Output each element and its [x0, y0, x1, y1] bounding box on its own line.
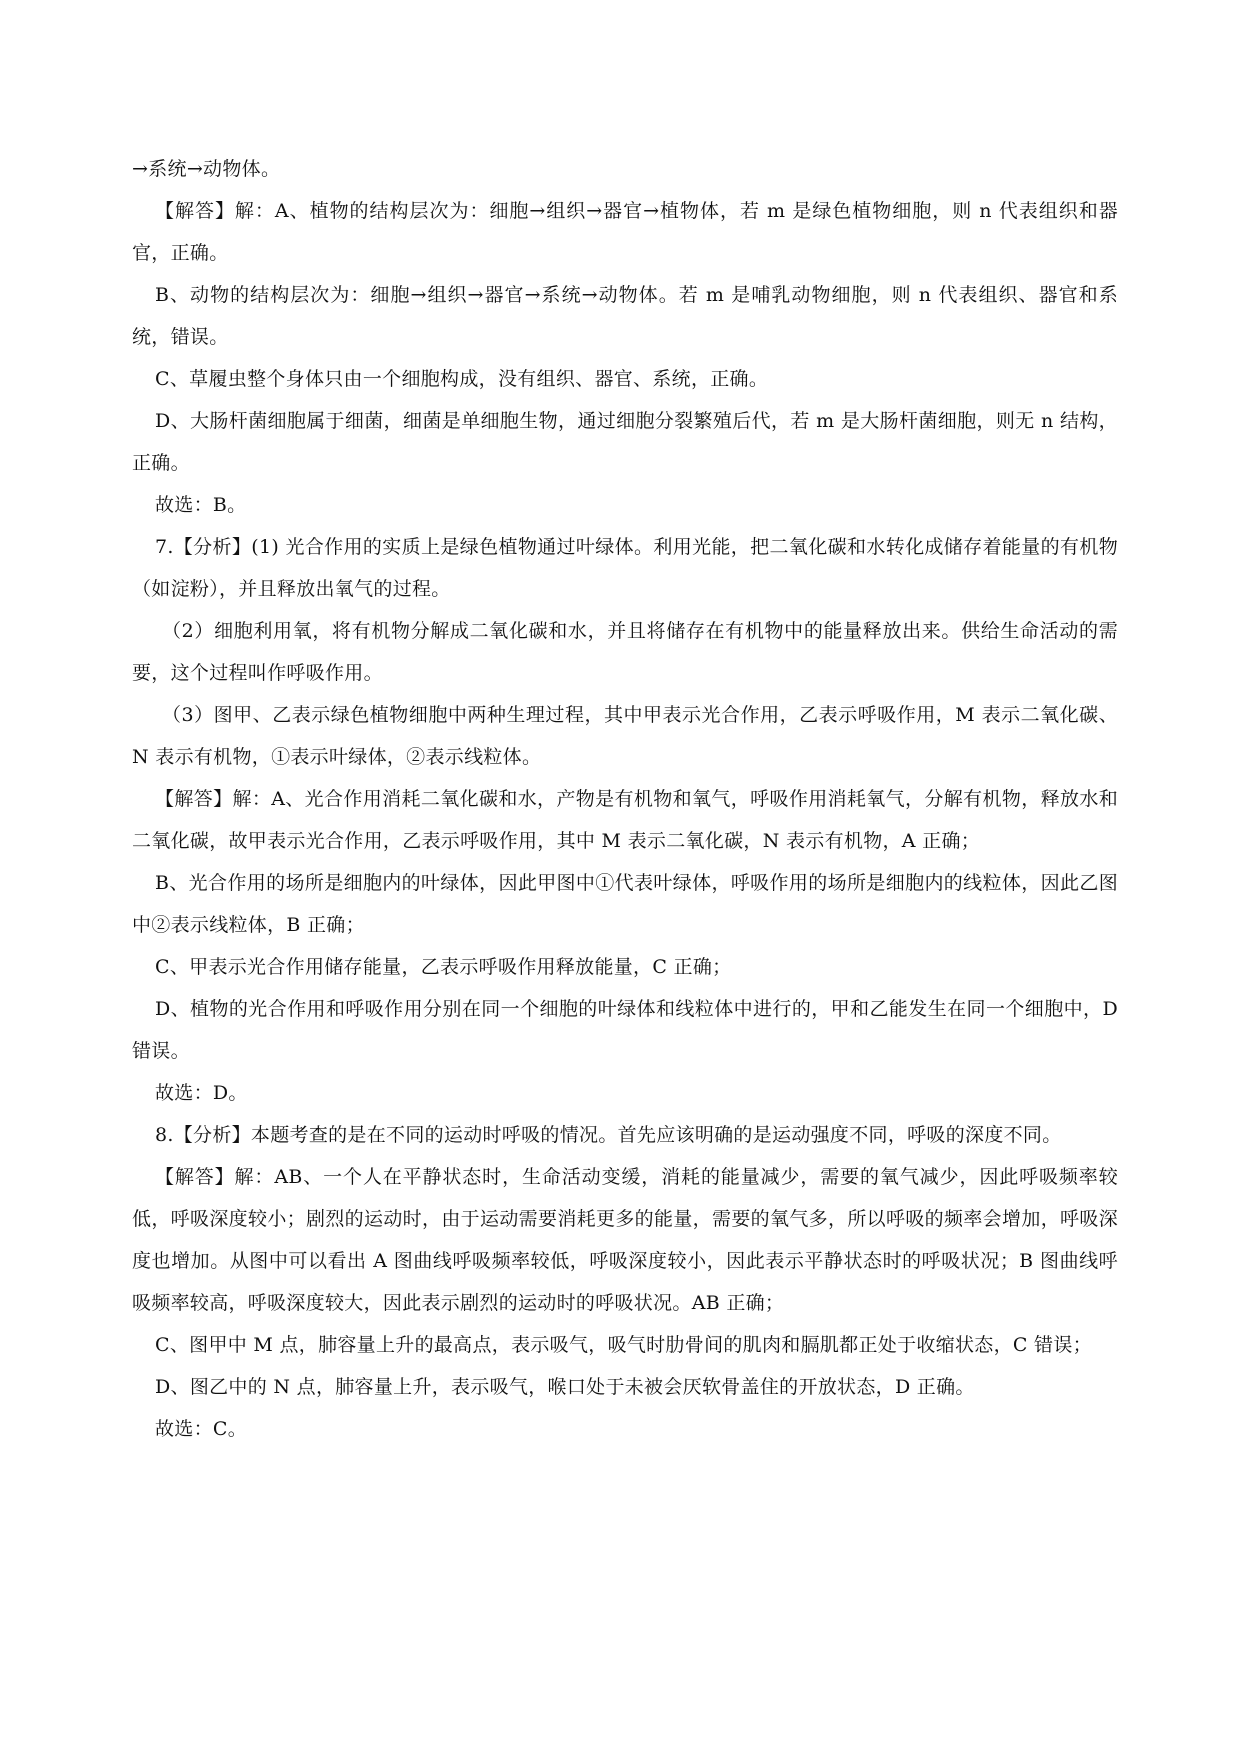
paragraph-q7-answer-a: 【解答】解：A、光合作用消耗二氧化碳和水，产物是有机物和氧气，呼吸作用消耗氧气，分解有机物，释放水和二氧化碳，故甲表示光合作用，乙表示呼吸作用，其中 M 表示二氧化碳，N 表示有机物，A 正确； [132, 788, 1118, 852]
paragraph-q7-analysis-3: （3）图甲、乙表示绿色植物细胞中两种生理过程，其中甲表示光合作用，乙表示呼吸作用，M 表示二氧化碳、N 表示有机物，①表示叶绿体，②表示线粒体。 [132, 704, 1118, 768]
paragraph-q6-answer-a: 【解答】解：A、植物的结构层次为：细胞→组织→器官→植物体，若 m 是绿色植物细胞，则 n 代表组织和器官，正确。 [132, 200, 1118, 264]
paragraph-q7-analysis-1: 7.【分析】(1) 光合作用的实质上是绿色植物通过叶绿体。利用光能，把二氧化碳和水转化成储存着能量的有机物（如淀粉），并且释放出氧气的过程。 [132, 536, 1118, 600]
paragraph-q8-answer-ab: 【解答】解：AB、一个人在平静状态时，生命活动变缓，消耗的能量减少，需要的氧气减少，因此呼吸频率较低，呼吸深度较小；剧烈的运动时，由于运动需要消耗更多的能量，需要的氧气多，所以呼吸的频率会增加，呼吸深度也增加。从图中可以看出 A 图曲线呼吸频率较低，呼吸深度较小，因此表示平静状态时的呼吸状况；B 图曲线呼吸频率较高，呼吸深度较大，因此表示剧烈的运动时的呼吸状况。AB 正确； [132, 1166, 1118, 1314]
paragraph-q6-answer-b: B、动物的结构层次为：细胞→组织→器官→系统→动物体。若 m 是哺乳动物细胞，则 n 代表组织、器官和系统，错误。 [132, 284, 1118, 348]
paragraph-q6-answer-c: C、草履虫整个身体只由一个细胞构成，没有组织、器官、系统，正确。 [155, 368, 769, 390]
paragraph-q6-choice: 故选：B。 [155, 494, 247, 516]
paragraph-q8-analysis: 8.【分析】本题考查的是在不同的运动时呼吸的情况。首先应该明确的是运动强度不同，呼吸的深度不同。 [155, 1124, 1062, 1146]
answer-text-body [132, 148, 1118, 1450]
paragraph-q7-answer-b: B、光合作用的场所是细胞内的叶绿体，因此甲图中①代表叶绿体，呼吸作用的场所是细胞内的线粒体，因此乙图中②表示线粒体，B 正确； [132, 872, 1118, 936]
paragraph-q8-answer-d: D、图乙中的 N 点，肺容量上升，表示吸气，喉口处于未被会厌软骨盖住的开放状态，D 正确。 [155, 1376, 975, 1398]
paragraph-q7-choice: 故选：D。 [155, 1082, 248, 1104]
paragraph-q8-answer-c: C、图甲中 M 点，肺容量上升的最高点，表示吸气，吸气时肋骨间的肌肉和膈肌都正处于收缩状态，C 错误； [155, 1334, 1092, 1356]
paragraph-q7-analysis-2: （2）细胞利用氧，将有机物分解成二氧化碳和水，并且将储存在有机物中的能量释放出来。供给生命活动的需要，这个过程叫作呼吸作用。 [132, 620, 1118, 684]
paragraph-q7-answer-d: D、植物的光合作用和呼吸作用分别在同一个细胞的叶绿体和线粒体中进行的，甲和乙能发生在同一个细胞中，D 错误。 [132, 998, 1118, 1062]
paragraph-structure-hierarchy-end: →系统→动物体。 [132, 158, 281, 180]
paragraph-q8-choice: 故选：C。 [155, 1418, 248, 1440]
paragraph-q7-answer-c: C、甲表示光合作用储存能量，乙表示呼吸作用释放能量，C 正确； [155, 956, 732, 978]
paragraph-q6-answer-d: D、大肠杆菌细胞属于细菌，细菌是单细胞生物，通过细胞分裂繁殖后代，若 m 是大肠杆菌细胞，则无 n 结构，正确。 [132, 410, 1118, 474]
